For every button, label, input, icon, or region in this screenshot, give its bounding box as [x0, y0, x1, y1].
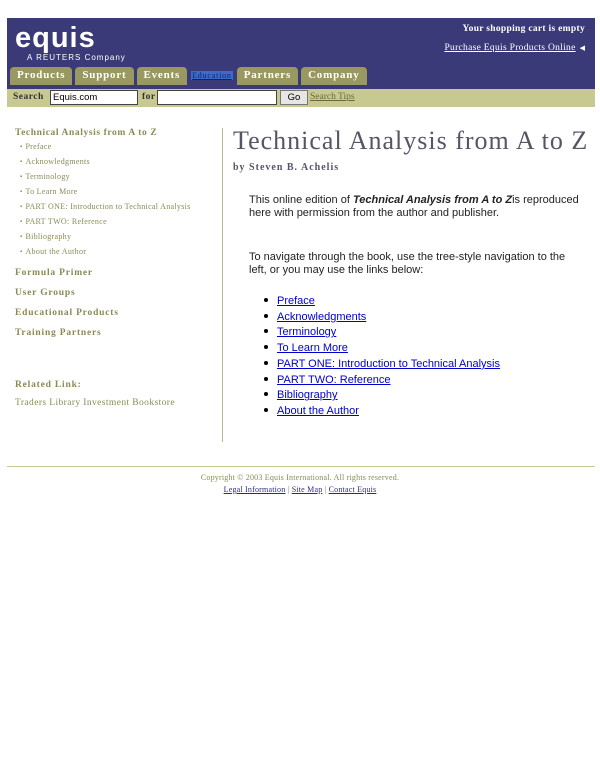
link-bibliography[interactable]: Bibliography [277, 389, 338, 402]
sidebar-divider [222, 128, 223, 442]
bullet-icon: ▪ [20, 174, 23, 180]
main-nav-tabs [10, 67, 370, 89]
list-item [264, 404, 500, 420]
link-about-author[interactable]: About the Author [277, 404, 359, 417]
purchase-link[interactable]: Purchase Equis Products Online [444, 43, 576, 53]
sidebar-educational-products[interactable]: Educational Products [15, 308, 119, 318]
page-title: Technical Analysis from A to Z [233, 126, 589, 155]
tab-partners[interactable]: Partners [237, 67, 298, 85]
arrow-left-icon: ◀ [579, 44, 585, 52]
sidebar-item-label[interactable]: PART ONE: Introduction to Technical Analysis [25, 202, 191, 211]
link-to-learn-more[interactable]: To Learn More [277, 342, 348, 355]
equis-logo[interactable] [15, 24, 126, 62]
sidebar-title[interactable]: Technical Analysis from A to Z [15, 128, 158, 138]
list-item [264, 341, 500, 357]
bullet-icon [264, 329, 268, 333]
sidebar-item-label[interactable]: About the Author [25, 247, 87, 256]
bullet-icon: ▪ [20, 204, 23, 210]
cart-status: Your shopping cart is empty [462, 24, 585, 34]
sidebar-item[interactable] [20, 215, 220, 230]
sidebar-item[interactable] [20, 245, 220, 260]
footer-separator: | [287, 485, 290, 494]
list-item [264, 388, 500, 404]
bullet-icon: ▪ [20, 234, 23, 240]
sidebar-item-label[interactable]: Preface [25, 142, 52, 151]
logo-subtitle: A REUTERS Company [27, 53, 126, 62]
list-item [264, 373, 500, 389]
link-preface[interactable]: Preface [277, 295, 315, 307]
search-label: Search [13, 92, 44, 102]
list-item [264, 357, 500, 373]
search-query-input[interactable] [157, 90, 277, 105]
list-item [264, 310, 500, 326]
tab-education[interactable] [190, 67, 234, 85]
book-links-list [264, 294, 500, 420]
tab-products[interactable]: Products [10, 67, 72, 85]
page-author: by Steven B. Achelis [233, 162, 340, 173]
sidebar-item[interactable] [20, 155, 220, 170]
sidebar-item-label[interactable]: Acknowledgments [25, 157, 90, 166]
related-link-heading: Related Link: [15, 380, 82, 390]
search-tips-link[interactable]: Search Tips [310, 92, 355, 102]
sidebar-item[interactable] [20, 170, 220, 185]
sidebar-training-partners[interactable]: Training Partners [15, 328, 102, 338]
search-scope-input[interactable]: Equis.com [50, 90, 138, 105]
bullet-icon: ▪ [20, 249, 23, 255]
legal-information-link[interactable]: Legal Information [223, 485, 286, 494]
tab-company[interactable]: Company [301, 67, 366, 85]
tab-events[interactable]: Events [137, 67, 188, 85]
related-link-bookstore[interactable]: Traders Library Investment Bookstore [15, 398, 175, 408]
tab-education-label[interactable]: Education [192, 71, 232, 80]
sidebar [15, 128, 220, 408]
bullet-icon: ▪ [20, 159, 23, 165]
site-map-link[interactable]: Site Map [291, 485, 323, 494]
go-button[interactable]: Go [280, 90, 308, 105]
sidebar-item-label[interactable]: Bibliography [25, 232, 72, 241]
bullet-icon [264, 377, 268, 381]
copyright-text: Copyright © 2003 Equis International. All rights reserved. [200, 473, 400, 482]
sidebar-item[interactable] [20, 140, 220, 155]
footer-links [0, 484, 600, 496]
list-item [264, 294, 500, 310]
bullet-icon [264, 314, 268, 318]
site-footer [0, 472, 600, 496]
sidebar-user-groups[interactable]: User Groups [15, 288, 76, 298]
footer-separator: | [324, 485, 327, 494]
intro-paragraph [249, 194, 579, 220]
search-bar [7, 89, 595, 107]
navigation-paragraph: To navigate through the book, use the tree-style navigation to the left, or you may use the links below: [249, 251, 566, 276]
sidebar-item-label[interactable]: Terminology [25, 172, 70, 181]
sidebar-item[interactable] [20, 185, 220, 200]
tab-support[interactable]: Support [75, 67, 133, 85]
sidebar-item[interactable] [20, 230, 220, 245]
bullet-icon: ▪ [20, 189, 23, 195]
sidebar-chapter-list [20, 140, 220, 260]
bullet-icon [264, 298, 268, 302]
sidebar-item[interactable] [20, 200, 220, 215]
book-title-emphasis: Technical Analysis from A to Z [352, 194, 513, 206]
intro-prefix: This online edition of [249, 194, 353, 206]
sidebar-formula-primer[interactable]: Formula Primer [15, 268, 93, 278]
sidebar-item-label[interactable]: PART TWO: Reference [25, 217, 107, 226]
contact-equis-link[interactable]: Contact Equis [328, 485, 377, 494]
intro-suffix: is reproduced here with permission from the author and publisher. [249, 194, 579, 219]
list-item [264, 325, 500, 341]
logo-wordmark: equis [15, 22, 96, 54]
footer-divider [7, 466, 595, 467]
link-terminology[interactable]: Terminology [277, 326, 337, 339]
bullet-icon: ▪ [20, 144, 23, 150]
cart-area [444, 24, 585, 53]
sidebar-item-label[interactable]: To Learn More [25, 187, 78, 196]
bullet-icon [264, 361, 268, 365]
bullet-icon [264, 345, 268, 349]
link-part-one[interactable]: PART ONE: Introduction to Technical Analysis [277, 357, 500, 370]
link-acknowledgments[interactable]: Acknowledgments [277, 310, 367, 323]
bullet-icon [264, 392, 268, 396]
for-label: for [142, 92, 156, 102]
bullet-icon: ▪ [20, 219, 23, 225]
link-part-two[interactable]: PART TWO: Reference [277, 373, 391, 386]
bullet-icon [264, 408, 268, 412]
